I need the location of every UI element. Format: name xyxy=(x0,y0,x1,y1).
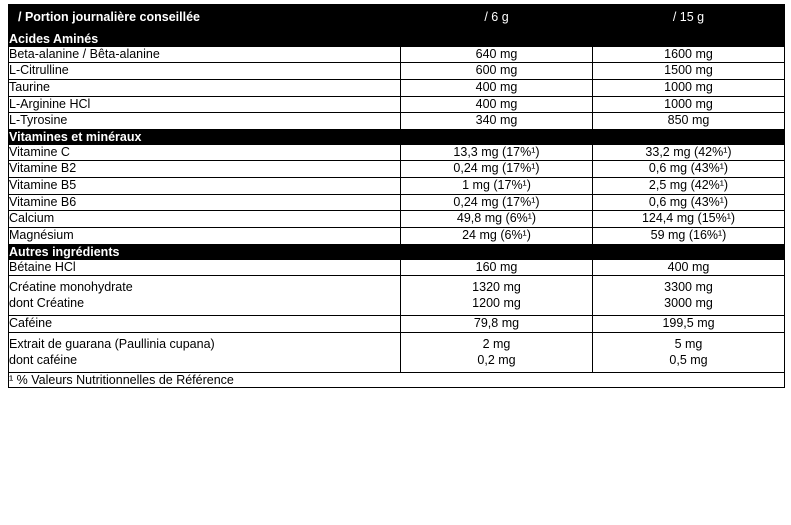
table-row xyxy=(9,276,785,316)
table-row xyxy=(9,161,785,178)
row-value-col1: 49,8 mg (6%¹) xyxy=(401,211,593,228)
row-name: Calcium xyxy=(9,211,401,228)
header-col1-label: / 6 g xyxy=(401,5,593,32)
row-name: Vitamine B6 xyxy=(9,194,401,211)
section-header-amino-acids xyxy=(9,31,785,46)
row-value-col2: 1000 mg xyxy=(593,96,785,113)
section-header-vitamins-minerals xyxy=(9,129,785,144)
row-value-col1: 79,8 mg xyxy=(401,316,593,333)
row-value-col2: 59 mg (16%¹) xyxy=(593,227,785,244)
table-row xyxy=(9,144,785,161)
table-row xyxy=(9,63,785,80)
row-name: Vitamine B2 xyxy=(9,161,401,178)
row-value-col1: 640 mg xyxy=(401,46,593,63)
row-value-col2: 199,5 mg xyxy=(593,316,785,333)
row-subvalue-col1: 0,2 mg xyxy=(477,352,516,367)
row-value-col2: 1600 mg xyxy=(593,46,785,63)
row-subvalue-col1: 1200 mg xyxy=(472,295,521,310)
table-row xyxy=(9,333,785,373)
nutrition-table xyxy=(8,4,785,388)
row-subvalue-col2: 0,5 mg xyxy=(669,352,708,367)
row-value-col2-group xyxy=(593,333,785,373)
row-subname: dont Créatine xyxy=(9,295,85,310)
row-subvalue-col2: 3000 mg xyxy=(664,295,713,310)
row-value-col1: 160 mg xyxy=(401,259,593,276)
table-row xyxy=(9,194,785,211)
table-row xyxy=(9,79,785,96)
section-title: Acides Aminés xyxy=(9,31,785,46)
table-row xyxy=(9,46,785,63)
row-name: Créatine monohydrate xyxy=(9,280,133,295)
row-value-col2: 0,6 mg (43%¹) xyxy=(593,161,785,178)
row-name: Taurine xyxy=(9,79,401,96)
header-col2-label: / 15 g xyxy=(593,5,785,32)
row-name: Vitamine B5 xyxy=(9,178,401,195)
table-row xyxy=(9,211,785,228)
row-value-col2: 33,2 mg (42%¹) xyxy=(593,144,785,161)
row-value-col2: 5 mg xyxy=(674,337,703,351)
row-name-group xyxy=(9,276,401,316)
section-title: Autres ingrédients xyxy=(9,244,785,259)
row-name: Extrait de guarana (Paullinia cupana) xyxy=(9,337,215,351)
row-value-col2: 850 mg xyxy=(593,113,785,130)
row-value-col1: 0,24 mg (17%¹) xyxy=(401,194,593,211)
row-value-col2-group xyxy=(593,276,785,316)
row-name: L-Citrulline xyxy=(9,63,401,80)
row-value-col2: 0,6 mg (43%¹) xyxy=(593,194,785,211)
row-value-col1: 400 mg xyxy=(401,79,593,96)
row-name: Caféine xyxy=(9,316,401,333)
table-row xyxy=(9,227,785,244)
row-name: Magnésium xyxy=(9,227,401,244)
row-value-col1: 0,24 mg (17%¹) xyxy=(401,161,593,178)
row-value-col2: 400 mg xyxy=(593,259,785,276)
table-row xyxy=(9,259,785,276)
row-name: L-Arginine HCl xyxy=(9,96,401,113)
table-header-row xyxy=(9,5,785,32)
row-value-col2: 3300 mg xyxy=(664,280,713,295)
row-value-col1: 1 mg (17%¹) xyxy=(401,178,593,195)
table-row xyxy=(9,113,785,130)
row-value-col1: 2 mg xyxy=(482,337,511,351)
footnote-row xyxy=(9,373,785,388)
row-value-col1: 600 mg xyxy=(401,63,593,80)
row-value-col1-group xyxy=(401,276,593,316)
row-value-col2: 1500 mg xyxy=(593,63,785,80)
row-name: Vitamine C xyxy=(9,144,401,161)
row-name-group xyxy=(9,333,401,373)
section-title: Vitamines et minéraux xyxy=(9,129,785,144)
table-row xyxy=(9,316,785,333)
row-name: Bétaine HCl xyxy=(9,259,401,276)
row-value-col1-group xyxy=(401,333,593,373)
row-value-col1: 400 mg xyxy=(401,96,593,113)
row-value-col2: 124,4 mg (15%¹) xyxy=(593,211,785,228)
table-row xyxy=(9,96,785,113)
row-value-col1: 1320 mg xyxy=(472,280,521,295)
row-subname: dont caféine xyxy=(9,352,78,367)
header-serving-label: / Portion journalière conseillée xyxy=(9,5,401,32)
row-name: L-Tyrosine xyxy=(9,113,401,130)
row-value-col1: 24 mg (6%¹) xyxy=(401,227,593,244)
footnote-text: ¹ % Valeurs Nutritionnelles de Référence xyxy=(9,373,785,388)
row-value-col1: 13,3 mg (17%¹) xyxy=(401,144,593,161)
table-row xyxy=(9,178,785,195)
row-value-col2: 2,5 mg (42%¹) xyxy=(593,178,785,195)
section-header-other-ingredients xyxy=(9,244,785,259)
row-name: Beta-alanine / Bêta-alanine xyxy=(9,46,401,63)
row-value-col1: 340 mg xyxy=(401,113,593,130)
row-value-col2: 1000 mg xyxy=(593,79,785,96)
